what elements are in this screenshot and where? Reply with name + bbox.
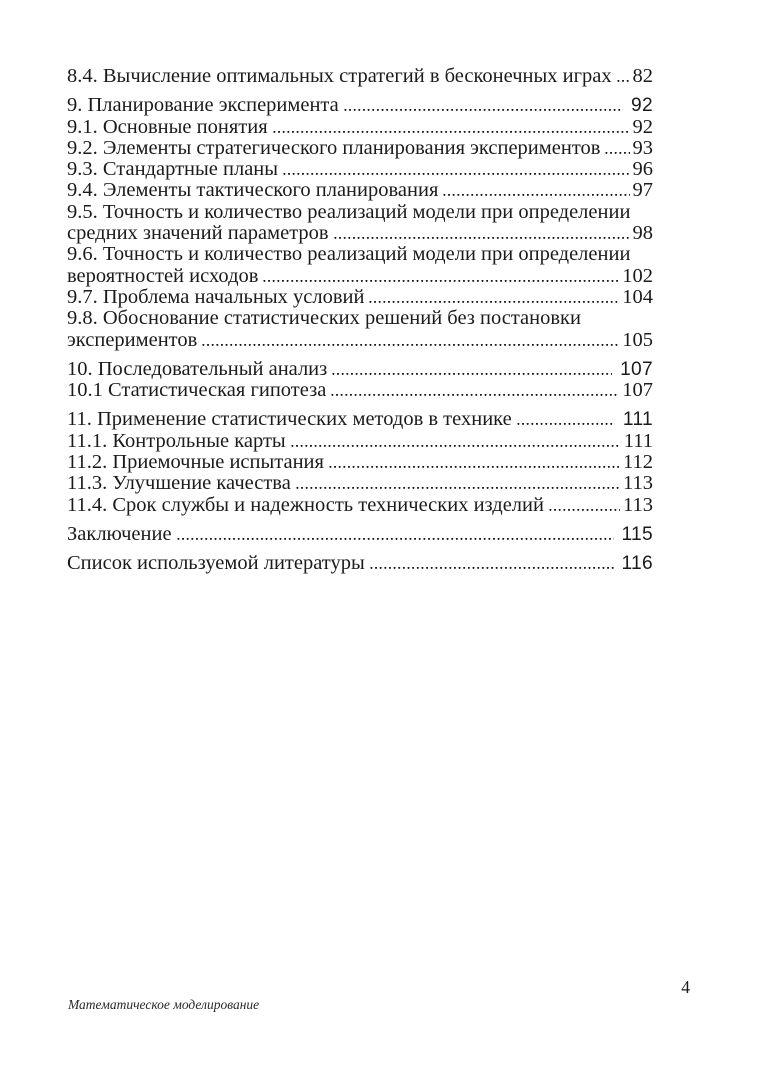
toc-page-number: 92	[632, 115, 653, 138]
toc-entry-title: 9.2. Элементы стратегического планирования экспериментов	[67, 136, 601, 159]
toc-page-number: 113	[623, 493, 653, 516]
toc-group	[67, 553, 653, 574]
toc-entry-title-continued: средних значений параметров	[67, 222, 329, 245]
toc-entry	[67, 117, 653, 138]
dot-leader	[291, 444, 621, 447]
dot-leader	[329, 465, 620, 468]
toc-entry	[67, 287, 653, 308]
dot-leader	[331, 393, 619, 396]
dot-leader	[517, 422, 615, 425]
toc-entry-title: 9.6. Точность и количество реализаций модели при определении	[67, 243, 631, 266]
toc-page-number: 111	[622, 409, 653, 431]
toc-page-number: 104	[622, 285, 653, 308]
toc-entry	[67, 495, 653, 516]
dot-leader	[617, 79, 630, 82]
toc-group	[67, 409, 653, 515]
dot-leader	[549, 508, 620, 511]
toc-entry-title: 11.4. Срок службы и надежность технических изделий	[67, 493, 544, 516]
toc-entry-title: 9.7. Проблема начальных условий	[67, 285, 365, 308]
toc-entry	[67, 138, 653, 159]
toc-page-number: 97	[632, 179, 653, 202]
toc-entry	[67, 409, 653, 430]
toc-entry	[67, 180, 653, 201]
footer-page-number: 4	[681, 977, 690, 997]
toc-entry-title: 10.1 Статистическая гипотеза	[67, 379, 327, 402]
dot-leader	[332, 372, 612, 375]
dot-leader	[263, 279, 619, 282]
toc-entry-title: 9.1. Основные понятия	[67, 115, 268, 138]
toc-group	[67, 66, 653, 87]
toc-entry-title: 11.1. Контрольные карты	[67, 429, 286, 452]
toc-entry	[67, 244, 653, 287]
toc-entry-line-2	[67, 330, 653, 351]
toc-page-number: 92	[631, 95, 653, 117]
toc-entry-title: 9.5. Точность и количество реализаций модели при определении	[67, 200, 631, 223]
toc-entry-title: 10. Последовательный анализ	[67, 357, 328, 380]
dot-leader	[202, 343, 619, 346]
dot-leader	[369, 300, 619, 303]
dot-leader	[344, 108, 623, 111]
toc-entry-line-1	[67, 308, 653, 329]
toc-entry-title: 8.4. Вычисление оптимальных стратегий в бесконечных играх	[67, 65, 612, 87]
toc-page-number: 102	[622, 264, 653, 287]
toc-entry-title: Список используемой литературы	[67, 552, 365, 575]
toc-page-number: 105	[622, 328, 653, 351]
table-of-contents	[67, 66, 653, 575]
toc-entry	[67, 431, 653, 452]
toc-entry	[67, 473, 653, 494]
toc-entry-title: 9.3. Стандартные планы	[67, 158, 279, 181]
toc-entry-title: 9.8. Обоснование статистических решений без постановки	[67, 307, 581, 330]
toc-entry	[67, 159, 653, 180]
toc-entry	[67, 452, 653, 473]
toc-page-number: 93	[632, 136, 653, 159]
toc-entry	[67, 308, 653, 351]
toc-group	[67, 524, 653, 545]
toc-page-number: 107	[622, 379, 653, 402]
dot-leader	[443, 193, 629, 196]
toc-page-number: 98	[632, 222, 653, 245]
toc-group	[67, 359, 653, 402]
toc-entry-title: 11.2. Приемочные испытания	[67, 451, 324, 474]
toc-group	[67, 95, 653, 351]
toc-entry	[67, 524, 653, 545]
toc-page-number: 107	[620, 358, 653, 380]
toc-entry	[67, 202, 653, 245]
toc-entry	[67, 380, 653, 401]
dot-leader	[283, 172, 629, 175]
toc-page-number: 96	[632, 158, 653, 181]
toc-page-number: 113	[623, 472, 653, 495]
toc-entry-line-2	[67, 223, 653, 244]
toc-entry-title: 9. Планирование эксперимента	[67, 94, 339, 117]
toc-page-number: 82	[632, 65, 653, 87]
dot-leader	[273, 130, 630, 133]
toc-entry-title-continued: вероятностей исходов	[67, 264, 259, 287]
toc-page-number: 111	[623, 429, 653, 452]
dot-leader	[177, 537, 614, 540]
toc-entry-title: 11.3. Улучшение качества	[67, 472, 291, 495]
footer-running-title: Математическое моделирование	[68, 997, 260, 1012]
toc-entry-title: Заключение	[67, 522, 172, 545]
toc-entry-line-1	[67, 202, 653, 223]
toc-entry	[67, 95, 653, 116]
toc-entry-title: 11. Применение статистических методов в технике	[67, 408, 512, 431]
toc-entry-line-2	[67, 266, 653, 287]
toc-entry-line-1	[67, 244, 653, 265]
toc-entry	[67, 66, 653, 87]
toc-entry	[67, 359, 653, 380]
toc-entry-title: 9.4. Элементы тактического планирования	[67, 179, 439, 202]
dot-leader	[334, 236, 630, 239]
toc-entry-title-continued: экспериментов	[67, 328, 198, 351]
dot-leader	[296, 486, 620, 489]
toc-entry	[67, 553, 653, 574]
toc-page-number: 112	[623, 451, 653, 474]
toc-page-number: 116	[621, 553, 653, 575]
toc-page-number: 115	[621, 523, 653, 545]
dot-leader	[605, 151, 629, 154]
dot-leader	[370, 566, 614, 569]
